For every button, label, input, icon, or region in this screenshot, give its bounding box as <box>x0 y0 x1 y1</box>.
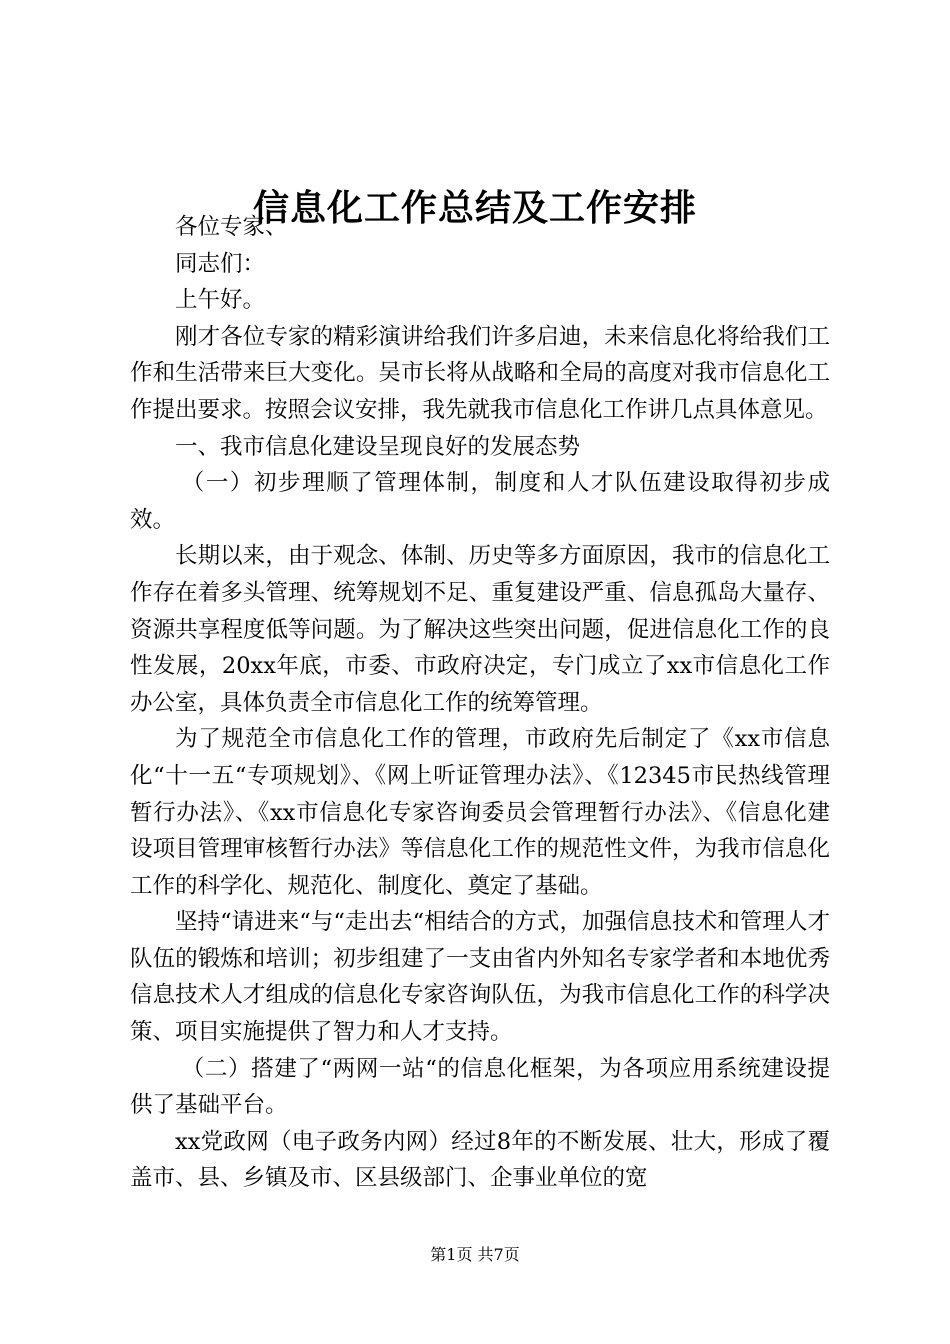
subsection-heading-1: （一）初步理顺了管理体制，制度和人才队伍建设取得初步成效。 <box>130 470 830 533</box>
paragraph-salutation-comrades: 同志们： <box>175 250 266 277</box>
paragraph-network: xx党政网（电子政务内网）经过8年的不断发展、壮大，形成了覆盖市、县、乡镇及市、区县级部门、企事业单位的宽 <box>130 1128 830 1192</box>
document-title: 信息化工作总结及工作安排 <box>252 187 697 229</box>
section-heading-1: 一、我市信息化建设呈现良好的发展态势 <box>175 433 581 460</box>
paragraph-background: 长期以来，由于观念、体制、历史等多方面原因，我市的信息化工作存在着多头管理、统筹规划不足、重复建设严重、信息孤岛大量存、资源共享程度低等问题。为了解决这些突出问题，促进信息化工作的良性发展，20xx年底，市委、市政府决定，专门成立了xx市信息化工作办公室，具体负责全市信息化工作的统筹管理。 <box>130 543 830 716</box>
paragraph-intro: 刚才各位专家的精彩演讲给我们许多启迪，未来信息化将给我们工作和生活带来巨大变化。吴市长将从战略和全局的高度对我市信息化工作提出要求。按照会议安排，我先就我市信息化工作讲几点具体意见。 <box>130 323 830 423</box>
paragraph-salutation-experts: 各位专家、 <box>175 214 288 240</box>
paragraph-regulations: 为了规范全市信息化工作的管理，市政府先后制定了《xx市信息化“十一五“专项规划》、《网上听证管理办法》、《12345市民热线管理暂行办法》、《xx市信息化专家咨询委员会管理暂行办法》、《信息化建设项目管理审核暂行办法》等信息化工作的规范性文件，为我市信息化工作的科学化、规范化、制度化、奠定了基础。 <box>130 726 830 899</box>
subsection-heading-2: （二）搭建了“两网一站“的信息化框架，为各项应用系统建设提供了基础平台。 <box>130 1055 830 1119</box>
paragraph-talent: 坚持“请进来“与“走出去“相结合的方式，加强信息技术和管理人才队伍的锻炼和培训；初步组建了一支由省内外知名专家学者和本地优秀信息技术人才组成的信息化专家咨询队伍，为我市信息化工作的科学决策、项目实施提供了智力和人才支持。 <box>130 909 830 1046</box>
page-footer: 第1页 共7页 <box>430 1245 520 1264</box>
document-body <box>130 209 830 1197</box>
paragraph-greeting: 上午好。 <box>175 287 266 314</box>
